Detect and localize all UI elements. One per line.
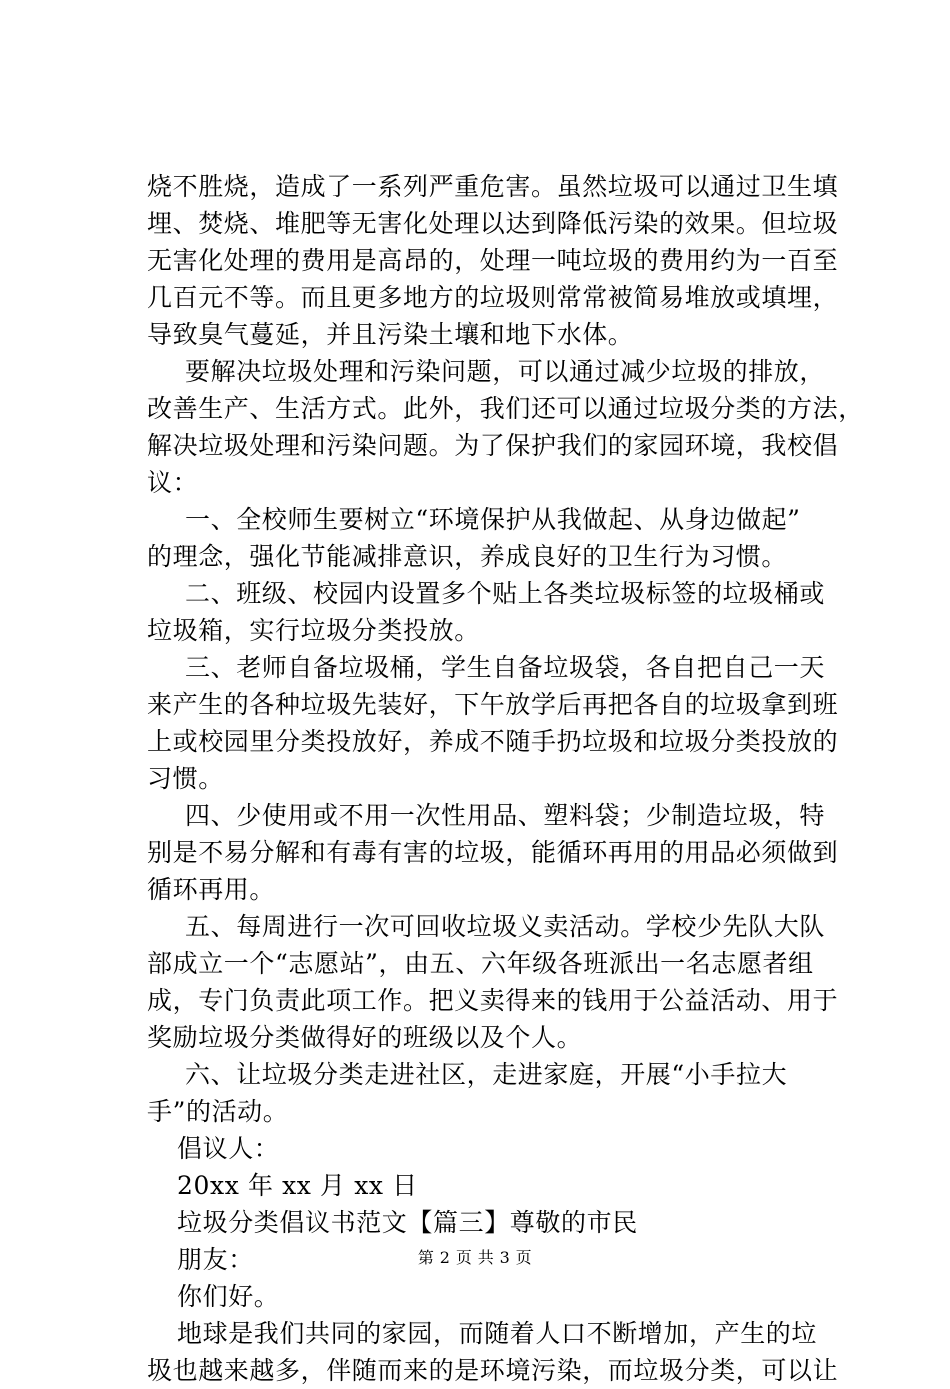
text-line: 地球是我们共同的家园，而随着人口不断增加，产生的垃 — [177, 1319, 818, 1348]
text-line: 奖励垃圾分类做得好的班级以及个人。 — [147, 1023, 583, 1052]
text-line: 四、少使用或不用一次性用品、塑料袋；少制造垃圾，特 — [185, 801, 826, 830]
text-line: 埋、焚烧、堆肥等无害化处理以达到降低污染的效果。但垃圾 — [147, 209, 839, 238]
text-line: 倡议人： — [177, 1134, 280, 1163]
text-line: 你们好。 — [177, 1282, 280, 1311]
text-line: 圾也越来越多，伴随而来的是环境污染，而垃圾分类，可以让 — [147, 1356, 839, 1385]
text-line: 循环再用。 — [147, 875, 276, 904]
text-line: 成，专门负责此项工作。把义卖得来的钱用于公益活动、用于 — [147, 986, 839, 1015]
text-line: 三、老师自备垃圾桶，学生自备垃圾袋，各自把自己一天 — [185, 653, 826, 682]
text-line: 五、每周进行一次可回收垃圾义卖活动。学校少先队大队 — [185, 912, 826, 941]
text-line: 无害化处理的费用是高昂的，处理一吨垃圾的费用约为一百至 — [147, 246, 839, 275]
document-body — [147, 168, 864, 1389]
date-line: 20xx 年 xx 月 xx 日 — [177, 1171, 418, 1200]
text-line: 一、全校师生要树立“环境保护从我做起、从身边做起” — [185, 505, 801, 534]
text-line: 上或校园里分类投放好，养成不随手扔垃圾和垃圾分类投放的 — [147, 727, 839, 756]
text-line: 烧不胜烧，造成了一系列严重危害。虽然垃圾可以通过卫生填 — [147, 172, 839, 201]
text-line: 改善生产、生活方式。此外，我们还可以通过垃圾分类的方法， — [147, 394, 864, 423]
text-line: 的理念，强化节能减排意识，养成良好的卫生行为习惯。 — [147, 542, 788, 571]
text-line: 习惯。 — [147, 764, 224, 793]
text-line: 朋友： — [177, 1245, 254, 1274]
text-line: 导致臭气蔓延，并且污染土壤和地下水体。 — [147, 320, 634, 349]
text-line: 部成立一个“志愿站”，由五、六年级各班派出一名志愿者组 — [147, 949, 814, 978]
text-line: 要解决垃圾处理和污染问题，可以通过减少垃圾的排放， — [185, 357, 826, 386]
text-line: 二、班级、校园内设置多个贴上各类垃圾标签的垃圾桶或 — [185, 579, 826, 608]
text-line: 手”的活动。 — [147, 1097, 289, 1126]
page-number-footer: 第 2 页 共 3 页 — [417, 1248, 533, 1267]
text-line: 几百元不等。而且更多地方的垃圾则常常被简易堆放或填埋， — [147, 283, 839, 312]
text-line: 解决垃圾处理和污染问题。为了保护我们的家园环境，我校倡 — [147, 431, 839, 460]
text-line: 六、让垃圾分类走进社区，走进家庭，开展“小手拉大 — [185, 1060, 788, 1089]
text-line: 议： — [147, 468, 199, 497]
section-heading: 垃圾分类倡议书范文【篇三】尊敬的市民 — [177, 1208, 638, 1237]
text-line: 来产生的各种垃圾先装好，下午放学后再把各自的垃圾拿到班 — [147, 690, 839, 719]
text-line: 垃圾箱，实行垃圾分类投放。 — [147, 616, 480, 645]
text-line: 别是不易分解和有毒有害的垃圾，能循环再用的用品必须做到 — [147, 838, 839, 867]
